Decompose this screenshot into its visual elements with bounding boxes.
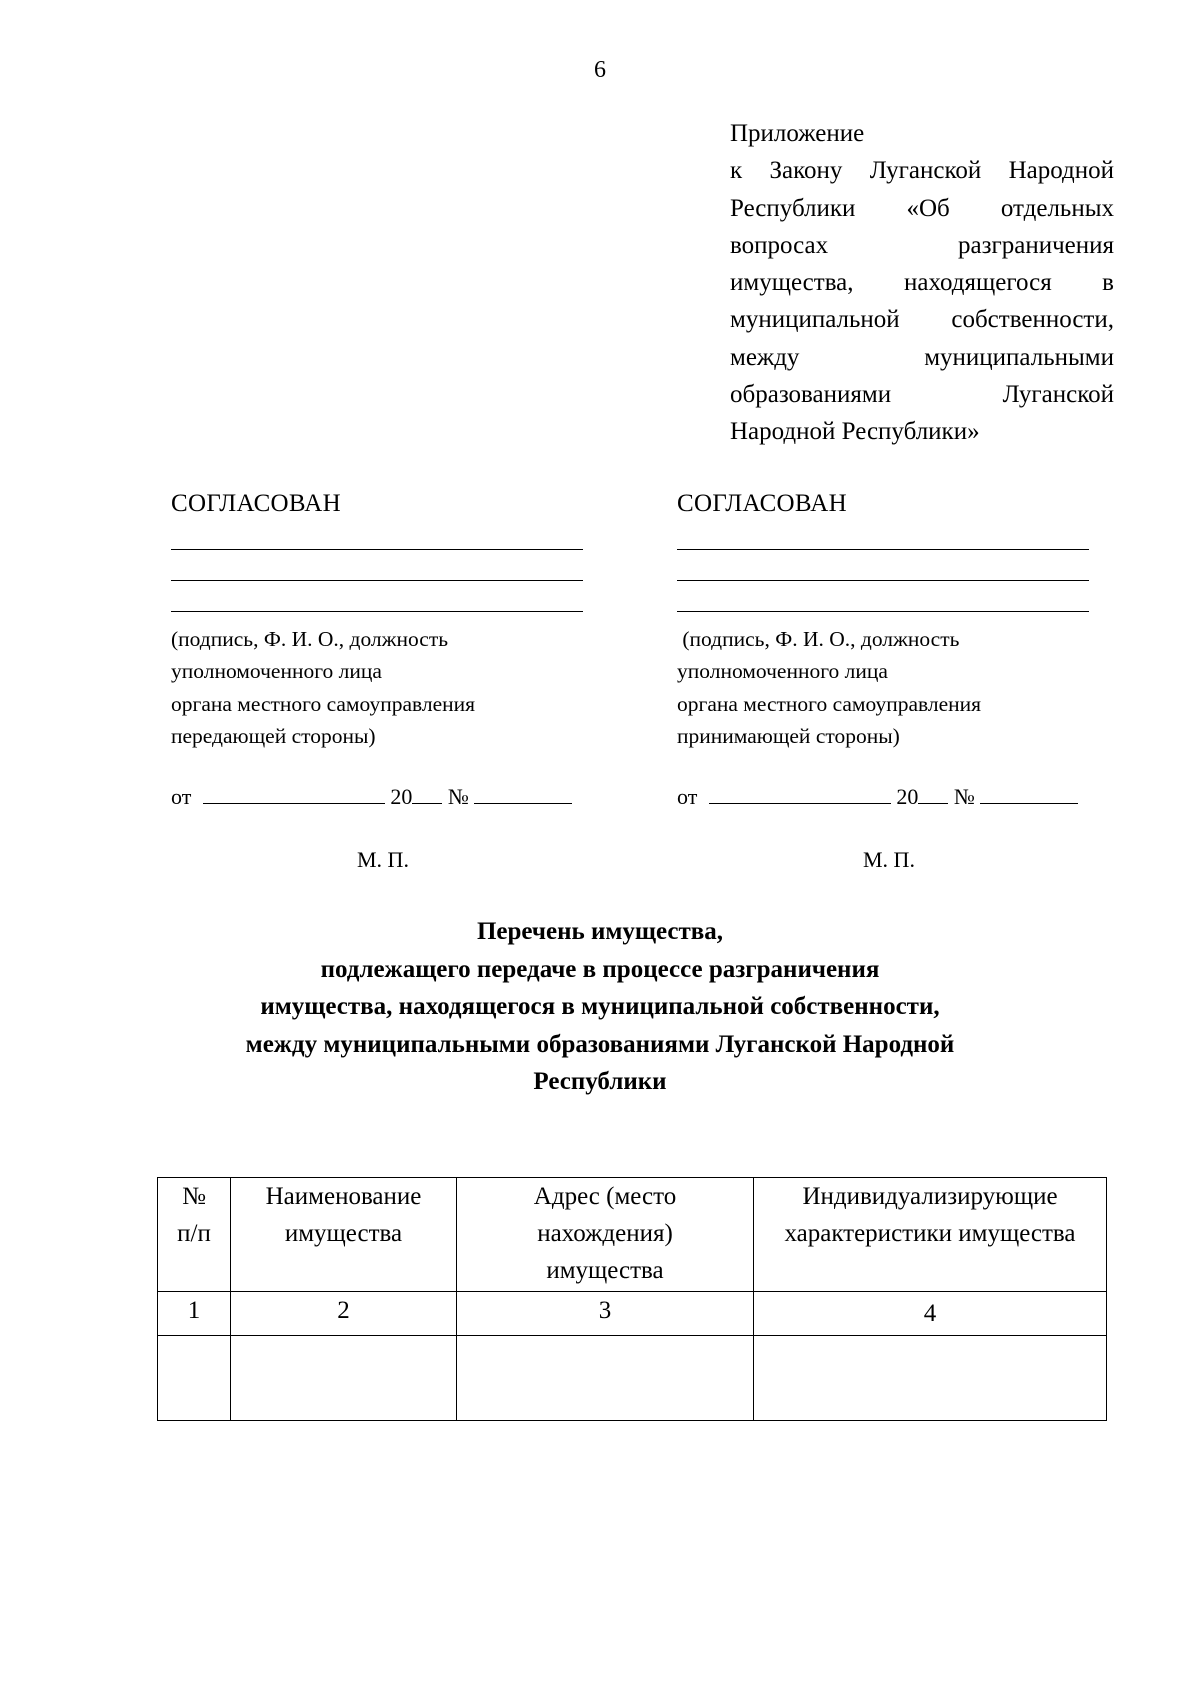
- appendix-line: Народной Республики»: [730, 418, 980, 446]
- date-blank: [203, 785, 385, 804]
- seal-place: М. П.: [357, 847, 409, 872]
- page-number: 6: [594, 57, 606, 83]
- signature-line: [171, 611, 583, 612]
- year-prefix: 20: [390, 784, 413, 809]
- header-cell-name: [231, 1178, 457, 1292]
- caption-line: уполномоченного лица: [171, 659, 382, 684]
- header-text: Наименование: [265, 1183, 422, 1210]
- empty-cell: [457, 1336, 754, 1421]
- signature-caption: [171, 623, 475, 752]
- appendix-line: вопросах разграничения: [730, 231, 1114, 259]
- signature-line: [677, 580, 1089, 581]
- header-text: характеристики имущества: [784, 1220, 1076, 1247]
- caption-line: (подпись, Ф. И. О., должность: [677, 627, 960, 651]
- number-blank: [980, 785, 1078, 804]
- list-title-line: подлежащего передаче в процессе разграничения: [320, 955, 880, 983]
- date-prefix: от: [171, 784, 192, 809]
- column-number-cell: 1: [158, 1292, 231, 1336]
- header-text: имущества: [284, 1220, 403, 1247]
- signature-line: [677, 611, 1089, 612]
- signature-line: [677, 549, 1089, 550]
- column-number-cell: 2: [231, 1292, 457, 1336]
- header-text: нахождения): [537, 1220, 673, 1247]
- list-title-line: имущества, находящегося в муниципальной собственности,: [260, 993, 940, 1020]
- caption-line: органа местного самоуправления: [171, 691, 476, 716]
- number-sign: №: [447, 784, 469, 809]
- approval-block-receiving: [677, 489, 1092, 872]
- seal-place: М. П.: [863, 847, 915, 872]
- column-number-cell: 3: [457, 1292, 754, 1336]
- caption-line: передающей стороны): [171, 723, 376, 748]
- column-number-cell: 4: [754, 1292, 1107, 1336]
- appendix-line: к Закону Луганской Народной: [730, 157, 1114, 185]
- year-blank: [918, 785, 948, 804]
- appendix-line: Республики «Об отдельных: [730, 194, 1114, 222]
- header-cell-number: [158, 1178, 231, 1292]
- appendix-line: Приложение: [730, 120, 865, 147]
- signature-line: [171, 549, 583, 550]
- list-title-line: Перечень имущества,: [476, 918, 724, 945]
- date-prefix: от: [677, 784, 698, 809]
- date-number-row: [171, 782, 572, 812]
- header-text: имущества: [546, 1257, 664, 1284]
- header-text: п/п: [177, 1220, 211, 1247]
- header-text: Адрес (место: [533, 1183, 677, 1210]
- list-title-line: между муниципальными образованиями Луганской Народной: [245, 1030, 955, 1058]
- empty-cell: [231, 1336, 457, 1421]
- header-text: №: [182, 1183, 206, 1210]
- year-blank: [412, 785, 442, 804]
- table-column-numbers-row: [158, 1292, 1107, 1336]
- header-text: Индивидуализирующие: [802, 1183, 1058, 1210]
- date-blank: [709, 785, 891, 804]
- property-table: [157, 1177, 1107, 1421]
- list-title: [0, 913, 1200, 1101]
- table-row: [158, 1336, 1107, 1421]
- signature-caption: [677, 623, 981, 752]
- appendix-line: между муниципальными: [730, 343, 1114, 371]
- appendix-line: образованиями Луганской: [730, 381, 1114, 409]
- caption-line: (подпись, Ф. И. О., должность: [171, 627, 449, 651]
- empty-cell: [158, 1336, 231, 1421]
- approval-block-transferring: [171, 489, 586, 872]
- table-header-row: [158, 1178, 1107, 1292]
- number-blank: [474, 785, 572, 804]
- appendix-line: муниципальной собственности,: [730, 306, 1114, 334]
- caption-line: принимающей стороны): [677, 723, 900, 748]
- list-title-line: Республики: [533, 1068, 667, 1095]
- empty-cell: [754, 1336, 1107, 1421]
- number-sign: №: [953, 784, 975, 809]
- year-prefix: 20: [896, 784, 919, 809]
- header-cell-address: [457, 1178, 754, 1292]
- date-number-row: [677, 782, 1078, 812]
- header-cell-characteristics: [754, 1178, 1107, 1292]
- approval-title: СОГЛАСОВАН: [171, 490, 342, 517]
- caption-line: уполномоченного лица: [677, 659, 888, 684]
- appendix-reference: [730, 115, 1114, 451]
- signature-line: [171, 580, 583, 581]
- caption-line: органа местного самоуправления: [677, 691, 982, 716]
- approval-title: СОГЛАСОВАН: [677, 490, 848, 517]
- appendix-line: имущества, находящегося в: [730, 269, 1114, 297]
